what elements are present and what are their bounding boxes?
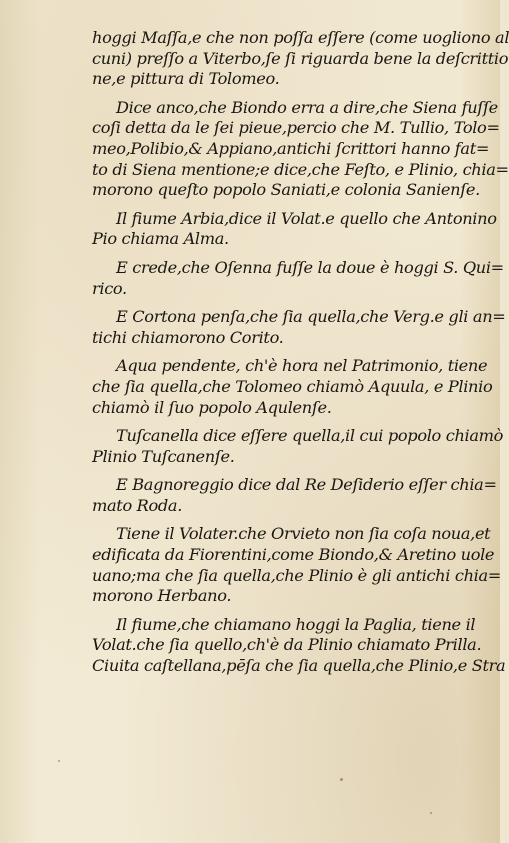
paragraph-gap <box>92 201 464 209</box>
text-line: uano;ma che ſia quella,che Plinio è gli antichi chia= <box>92 565 501 585</box>
paragraph-gap <box>92 516 464 524</box>
text-line: Plinio Tuſcanenſe. <box>92 446 235 466</box>
text-line: Pio chiama Alma. <box>92 229 229 249</box>
paragraph-gap <box>92 299 464 307</box>
text-line: E Bagnoreggio dice dal Re Deſiderio eſſer chia= <box>116 475 497 495</box>
text-line: tichi chiamorono Corito. <box>92 327 284 347</box>
text-line: hoggi Maſſa,e che non poſſa eſſere (come uogliono al <box>92 28 509 47</box>
paper-fleck <box>58 760 60 762</box>
text-line: che ſia quella,che Tolomeo chiamò Aquula, e Plinio <box>92 376 493 396</box>
text-line: Aqua pendente, ch'è hora nel Patrimonio, tiene <box>116 356 488 376</box>
text-line: cuni) preſſo a Viterbo,ſe ſi riguarda bene la deſcrittio <box>92 48 509 68</box>
text-line: Ciuita caſtellana,pēſa che ſia quella,che Plinio,e Stra <box>92 656 506 676</box>
text-line: Tiene il Volater.che Orvieto non ſia coſa noua,et <box>116 524 491 544</box>
text-line: mato Roda. <box>92 495 182 515</box>
paragraph-gap <box>92 250 464 258</box>
text-line: E Cortona penſa,che ſia quella,che Verg.e gli an= <box>116 307 506 327</box>
paragraph-gap <box>92 90 464 98</box>
paragraph-gap <box>92 348 464 356</box>
text-line: meo,Polibio,& Appiano,antichi ſcrittori hanno fat= <box>92 138 490 158</box>
paragraph-gap <box>92 418 464 426</box>
text-line: morono Herbano. <box>92 586 232 606</box>
body-text <box>92 28 509 677</box>
text-line: morono queſto popolo Saniati,e colonia Sanienſe. <box>92 180 480 200</box>
text-line: Il fiume,che chiamano hoggi la Paglia, tiene il <box>116 614 476 634</box>
text-line: chiamò il ſuo popolo Aqulenſe. <box>92 397 332 417</box>
text-line: Volat.che ſia quello,ch'è da Plinio chiamato Prilla. <box>92 635 482 655</box>
paragraph-gap <box>92 607 464 615</box>
text-line: rico. <box>92 278 127 298</box>
text-line: ne,e pittura di Tolomeo. <box>92 69 280 89</box>
text-line: Dice anco,che Biondo erra a dire,che Siena fuſſe <box>116 97 498 117</box>
paper-fleck <box>430 812 432 814</box>
paper-fleck <box>340 778 343 781</box>
text-line: Tuſcanella dice eſſere quella,il cui popolo chiamò <box>116 426 504 446</box>
text-line: coſi detta da le ſei pieue,percio che M. Tullio, Tolo= <box>92 118 500 138</box>
text-line: to di Siena mentione;e dice,che Feſto, e Plinio, chia= <box>92 159 509 179</box>
text-line: E crede,che Oſenna fuſſe la doue è hoggi S. Qui= <box>116 257 504 277</box>
text-line: edificata da Fiorentini,come Biondo,& Aretino uole <box>92 545 495 565</box>
paragraph-gap <box>92 467 464 475</box>
text-line: Il fiume Arbia,dice il Volat.e quello che Antonino <box>116 208 497 228</box>
